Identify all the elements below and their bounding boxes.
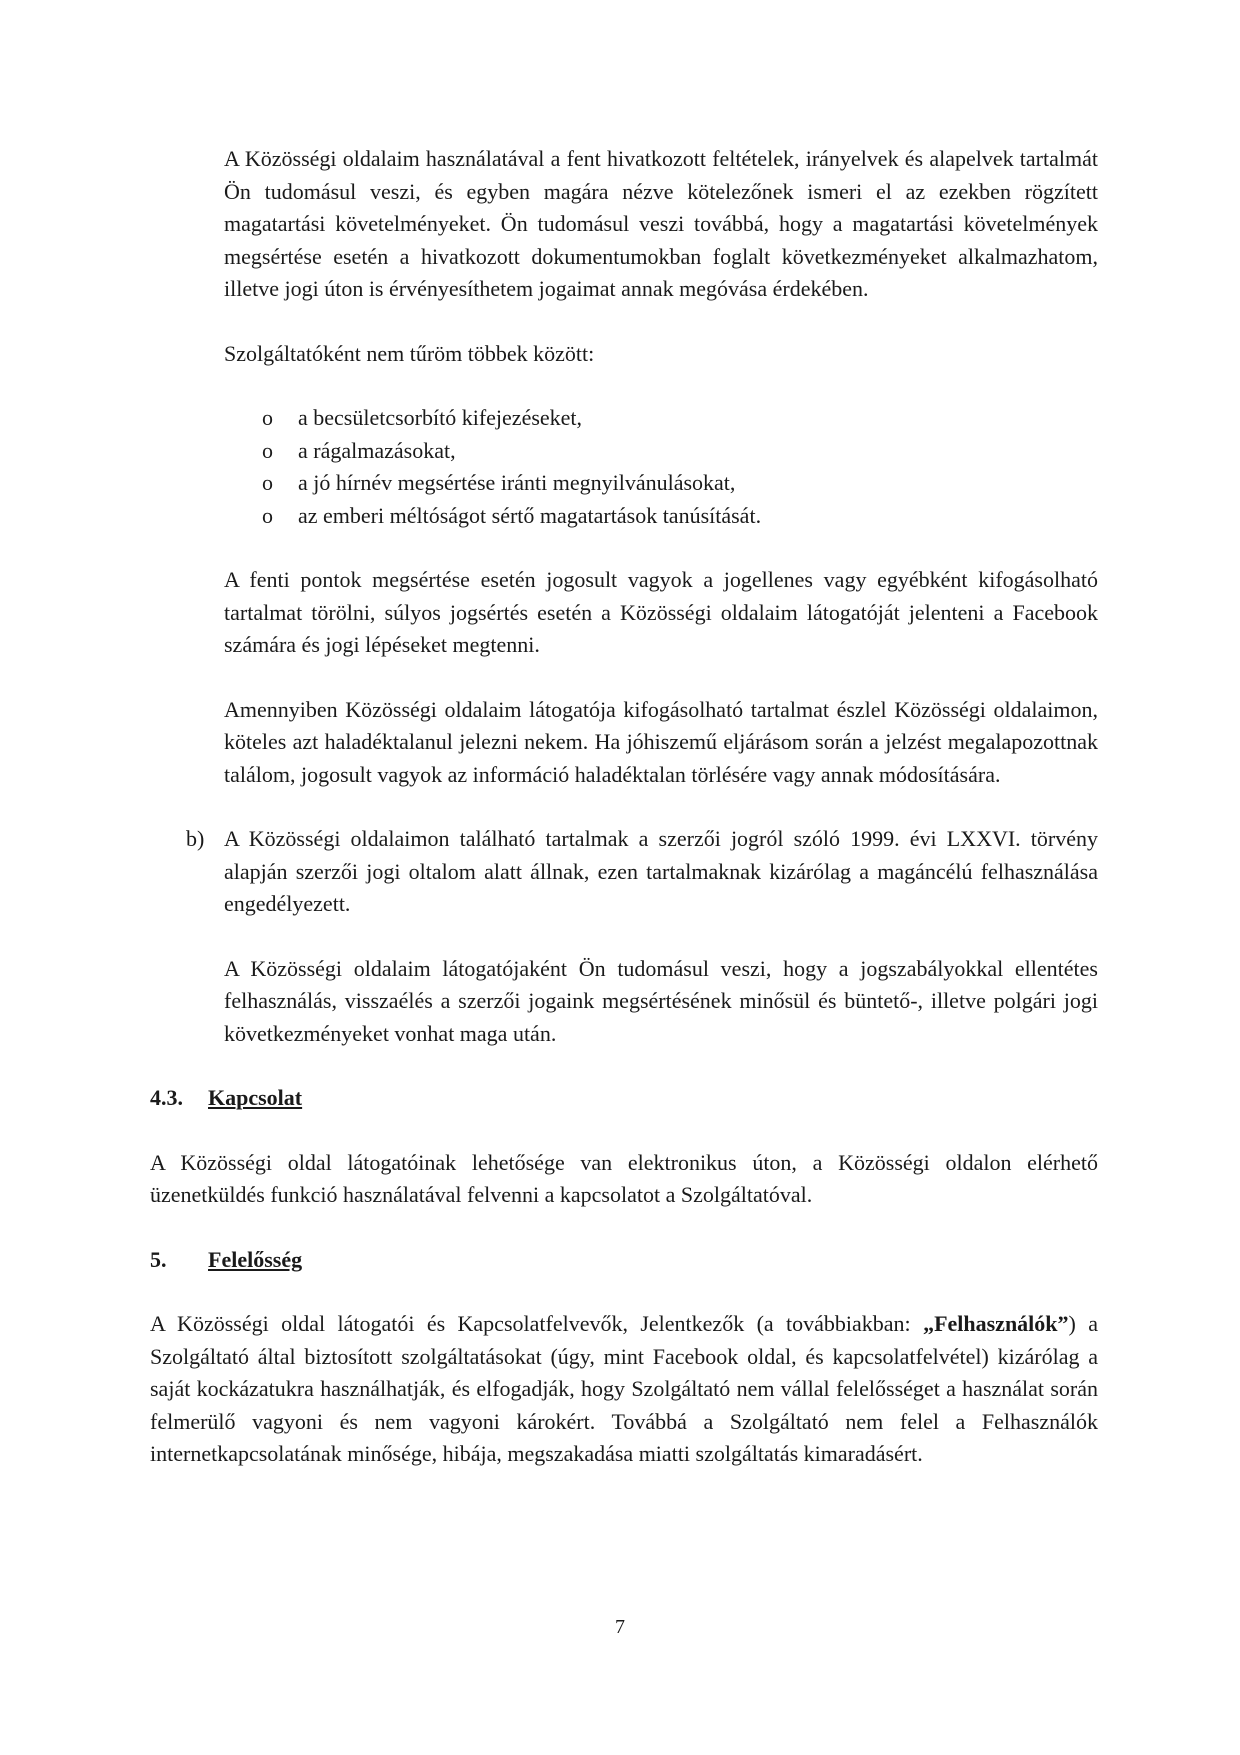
section-b-followup: A Közösségi oldalaim látogatójaként Ön tudomásul veszi, hogy a jogszabályokkal ellentétes felhasználás, visszaélés a szerzői jogaink megsértésének minősül és büntető-, illetve polgári jogi következményeket vonhat maga után. xyxy=(224,955,1098,1046)
section-5-number: 5. xyxy=(150,1246,167,1272)
page-content xyxy=(150,143,1098,1503)
section-5-text-start: A Közösségi oldal látogatói és Kapcsolatfelvevők, Jelentkezők (a továbbiakban: xyxy=(150,1311,924,1336)
section-5-text-end: ) a Szolgáltató által biztosított szolgáltatásokat (úgy, mint Facebook oldal, és kapcsolatfelvétel) kizárólag a saját kockázatukra használhatják, és elfogadják, hogy Szolgáltató nem vállal felelősséget a használat során felmerülő vagyoni és nem vagyoni károkért. Továbbá a Szolgáltató nem felel a Felhasználók internetkapcsolatának minősége, hibája, megszakadása miatti szolgáltatás kimaradásért. xyxy=(150,1311,1099,1466)
list-item-text: a rágalmazásokat, xyxy=(298,437,456,463)
section-b-letter: b) xyxy=(186,826,205,851)
list-item-text: az emberi méltóságot sértő magatartások tanúsítását. xyxy=(298,502,762,528)
list-item xyxy=(262,500,1098,533)
section-b-followup-wrap xyxy=(224,953,1098,1051)
section-4-3-number: 4.3. xyxy=(150,1085,183,1110)
list-item-text: a becsületcsorbító kifejezéseket, xyxy=(298,405,583,430)
section-b xyxy=(186,823,1098,921)
section-4-3-title: Kapcsolat xyxy=(208,1085,303,1110)
section-5-text xyxy=(150,1308,1098,1471)
not-tolerated-list xyxy=(262,402,1098,532)
section-5-title: Felelősség xyxy=(208,1246,303,1272)
circle-bullet-icon: o xyxy=(262,502,273,528)
section-a-followup xyxy=(224,564,1098,791)
list-item xyxy=(262,467,1098,500)
list-item-text: a jó hírnév megsértése iránti megnyilvánulásokat, xyxy=(298,470,736,495)
not-tolerated-intro: Szolgáltatóként nem tűröm többek között: xyxy=(224,340,595,366)
list-item xyxy=(262,435,1098,468)
section-a-intro-paragraph: A Közösségi oldalaim használatával a fent hivatkozott feltételek, irányelvek és alapelvek tartalmát Ön tudomásul veszi, és egyben magára nézve kötelezőnek ismeri el az ezekben rögzített magatartási követelményeket. Ön tudomásul veszi továbbá, hogy a magatartási követelmények megsértése esetén a hivatkozott dokumentumokban foglalt következményeket alkalmazhatom, illetve jogi úton is érvényesíthetem jogaimat annak megóvása érdekében. xyxy=(224,146,1098,301)
list-item xyxy=(262,402,1098,435)
report-paragraph: Amennyiben Közösségi oldalaim látogatója kifogásolható tartalmat észlel Közösségi oldalaimon, köteles azt haladéktalanul jelezni nekem. Ha jóhiszemű eljárásom során a jelzést megalapozottnak találom, jogosult vagyok az információ haladéktalan törlésére vagy annak módosítására. xyxy=(224,696,1098,787)
section-a-continuation xyxy=(224,143,1098,370)
section-b-text: A Közösségi oldalaimon található tartalmak a szerzői jogról szóló 1999. évi LXXVI. törvény alapján szerzői jogi oltalom alatt állnak, ezen tartalmaknak kizárólag a magáncélú felhasználása engedélyezett. xyxy=(224,826,1098,916)
page-number: 7 xyxy=(615,1616,625,1638)
circle-bullet-icon: o xyxy=(262,405,273,430)
circle-bullet-icon: o xyxy=(262,437,273,463)
defined-term-users: „Felhasználók” xyxy=(923,1311,1069,1336)
circle-bullet-icon: o xyxy=(262,470,273,495)
section-5-heading xyxy=(150,1244,1098,1277)
violation-paragraph: A fenti pontok megsértése esetén jogosult vagyok a jogellenes vagy egyébként kifogásolható tartalmat törölni, súlyos jogsértés esetén a Közösségi oldalaim látogatóját jelenteni a Facebook számára és jogi lépéseket megtenni. xyxy=(224,567,1098,657)
section-4-3-text: A Közösségi oldal látogatóinak lehetősége van elektronikus úton, a Közösségi oldalon elérhető üzenetküldés funkció használatával felvenni a kapcsolatot a Szolgáltatóval. xyxy=(150,1149,1098,1207)
section-4-3-heading xyxy=(150,1082,1098,1115)
